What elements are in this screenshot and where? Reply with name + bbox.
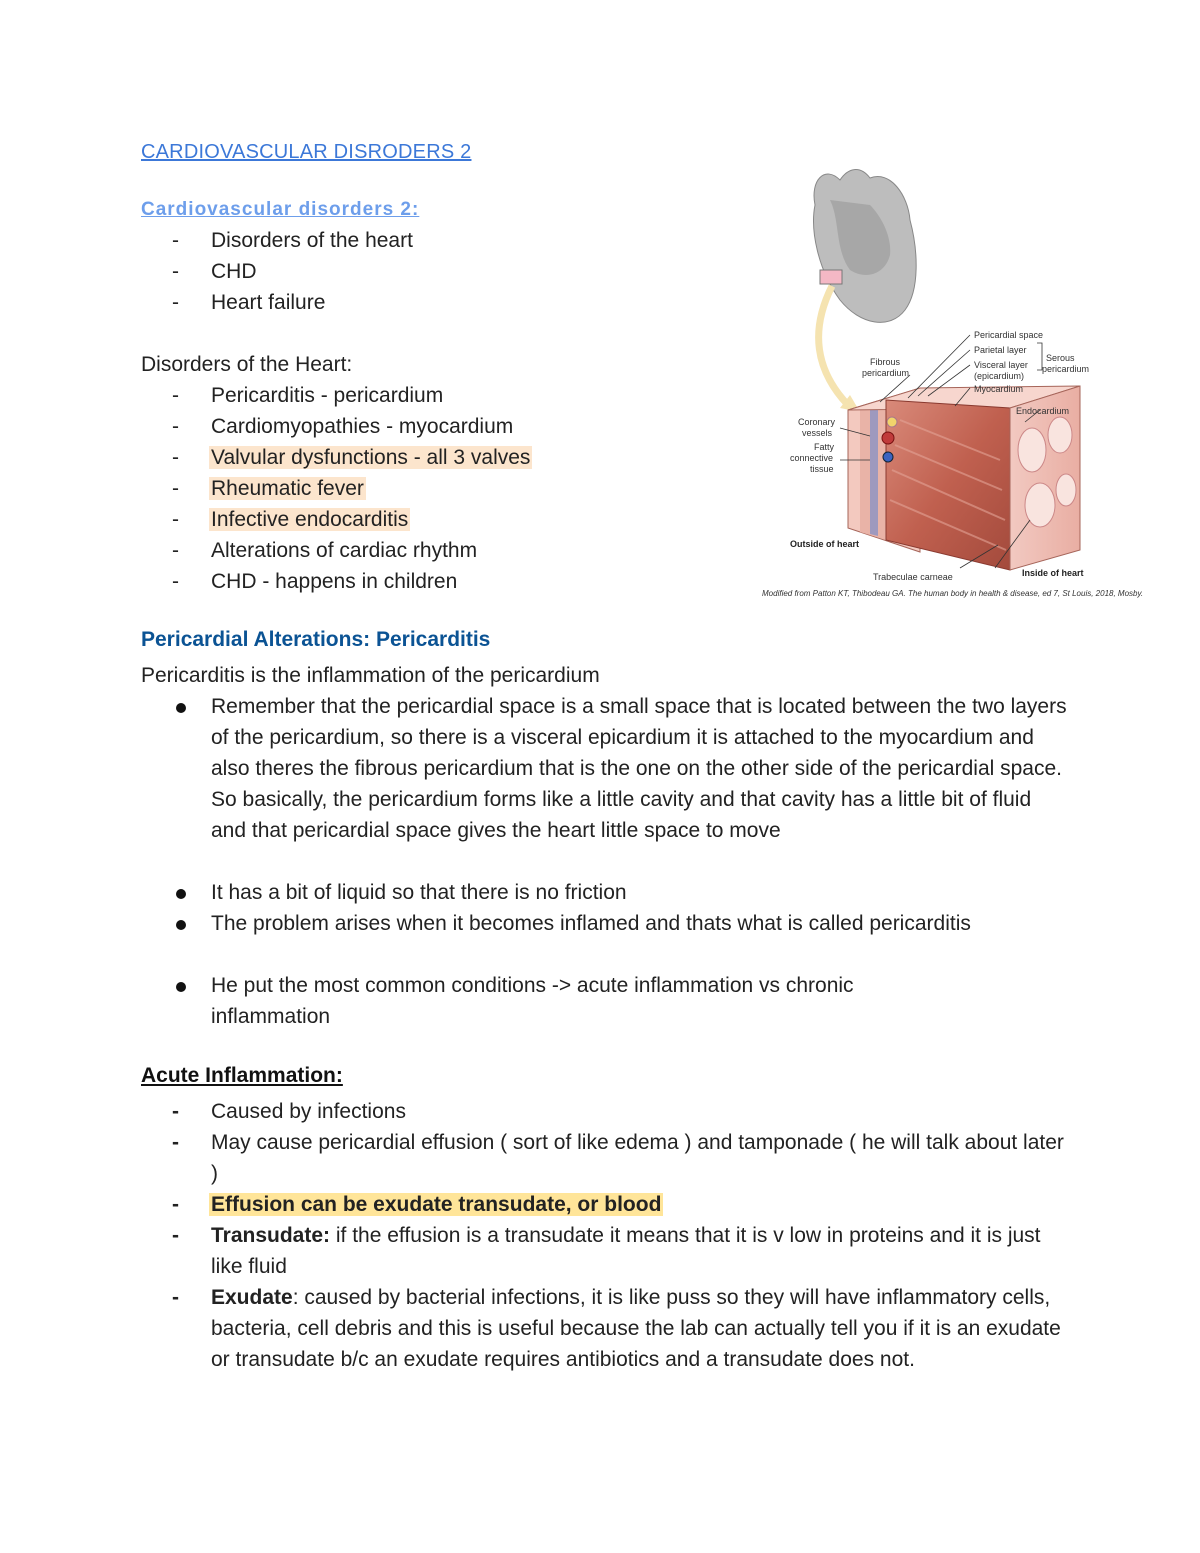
- dash-marker: -: [172, 415, 179, 438]
- bullet-dot: [176, 889, 186, 899]
- label-tissue: tissue: [810, 464, 834, 474]
- label-parietal-layer: Parietal layer: [974, 345, 1027, 355]
- list-item-text-wrap: [209, 1189, 663, 1220]
- bullet-text: He put the most common conditions -> acute inflammation vs chronic inflammation: [211, 974, 854, 1028]
- dash-marker: -: [172, 446, 179, 469]
- label-serous: Serous: [1046, 353, 1075, 363]
- bullet-dot: [176, 982, 186, 992]
- list-item-text: [211, 1282, 1071, 1375]
- list-item-text: Caused by infections: [211, 1100, 406, 1123]
- dash-marker: -: [172, 539, 179, 562]
- highlighted-text: Infective endocarditis: [211, 508, 409, 531]
- acute-heading: Acute Inflammation:: [141, 1064, 343, 1087]
- label-connective: connective: [790, 453, 834, 463]
- figure-caption: Modified from Patton KT, Thibodeau GA. The human body in health & disease, ed 7, St Louis, 2018, Mosby.: [762, 589, 1144, 598]
- bullet-text: The problem arises when it becomes inflamed and thats what is called pericarditis: [211, 912, 971, 935]
- bullet-text: It has a bit of liquid so that there is no friction: [211, 881, 627, 904]
- term-exudate: Exudate: [211, 1286, 293, 1309]
- list-item-text: Alterations of cardiac rhythm: [211, 539, 478, 562]
- label-vessels: vessels: [802, 428, 833, 438]
- label-epicardium: (epicardium): [974, 371, 1025, 381]
- label-pericardial-space: Pericardial space: [974, 330, 1044, 340]
- highlighted-text: Valvular dysfunctions - all 3 valves: [211, 446, 531, 469]
- dash-marker: -: [172, 1100, 179, 1123]
- list-item-text: [211, 1220, 1071, 1282]
- disorders-heading: Disorders of the Heart:: [141, 353, 353, 376]
- label-fibrous-pericardium: pericardium: [862, 368, 910, 378]
- document-title[interactable]: CARDIOVASCULAR DISRODERS 2: [141, 141, 472, 163]
- dash-marker: -: [172, 1286, 179, 1309]
- label-visceral-layer: Visceral layer: [974, 360, 1028, 370]
- bullet-dot: [176, 920, 186, 930]
- pericarditis-heading: Pericardial Alterations: Pericarditis: [141, 628, 491, 651]
- dash-marker: -: [172, 384, 179, 407]
- pericarditis-definition: Pericarditis is the inflammation of the pericardium: [141, 664, 600, 687]
- label-outside: Outside of heart: [790, 539, 860, 549]
- dash-marker: -: [172, 1193, 179, 1216]
- label-coronary: Coronary: [798, 417, 836, 427]
- definition-transudate: if the effusion is a transudate it means that it is v low in proteins and it is just like fluid: [211, 1224, 1041, 1278]
- highlighted-text: Rheumatic fever: [211, 477, 364, 500]
- highlighted-text: Effusion can be exudate transudate, or blood: [211, 1193, 662, 1216]
- label-serous-pericardium: pericardium: [1042, 364, 1090, 374]
- list-item-text-wrap: [209, 442, 532, 473]
- list-item-text: Disorders of the heart: [211, 229, 413, 252]
- label-fibrous: Fibrous: [870, 357, 901, 367]
- label-inside: Inside of heart: [1022, 568, 1084, 578]
- heart-wall-figure: [770, 160, 1140, 610]
- section-subtitle[interactable]: Cardiovascular disorders 2:: [141, 199, 420, 220]
- dash-marker: -: [172, 229, 179, 252]
- list-item-text: Cardiomyopathies - myocardium: [211, 415, 514, 438]
- dash-marker: -: [172, 1131, 179, 1154]
- list-item-text: CHD - happens in children: [211, 570, 458, 593]
- list-item-text-wrap: [209, 504, 410, 535]
- bullet-text: Remember that the pericardial space is a small space that is located between the two layers of the pericardium, so there is a visceral epicardium it is attached to the myocardium and also theres the fibrous pericardium that is the one on the other side of the pericardial space. So basically, the pericardium forms like a little cavity and that cavity has a little bit of fluid and that pericardial space gives the heart little space to move: [211, 695, 1067, 842]
- heart-wall-illustration: [770, 160, 1140, 590]
- list-item-text-wrap: [209, 473, 366, 504]
- list-item-text: May cause pericardial effusion ( sort of like edema ) and tamponade ( he will talk about later ): [211, 1131, 1064, 1185]
- label-endocardium: Endocardium: [1016, 406, 1070, 416]
- list-item-text: CHD: [211, 260, 257, 283]
- label-fatty: Fatty: [814, 442, 835, 452]
- dash-marker: -: [172, 570, 179, 593]
- dash-marker: -: [172, 260, 179, 283]
- dash-marker: -: [172, 477, 179, 500]
- list-item-text: Pericarditis - pericardium: [211, 384, 444, 407]
- label-trabeculae: Trabeculae carneae: [873, 572, 953, 582]
- definition-exudate: : caused by bacterial infections, it is like puss so they will have inflammatory cells, bacteria, cell debris and this is useful because the lab can actually tell you if it is an exudate or transudate b/c an exudate requires antibiotics and a transudate does not.: [211, 1286, 1061, 1371]
- dash-marker: -: [172, 508, 179, 531]
- dash-marker: -: [172, 291, 179, 314]
- term-transudate: Transudate:: [211, 1224, 331, 1247]
- bullet-dot: [176, 703, 186, 713]
- list-item-text: Heart failure: [211, 291, 326, 314]
- dash-marker: -: [172, 1224, 179, 1247]
- label-myocardium: Myocardium: [974, 384, 1024, 394]
